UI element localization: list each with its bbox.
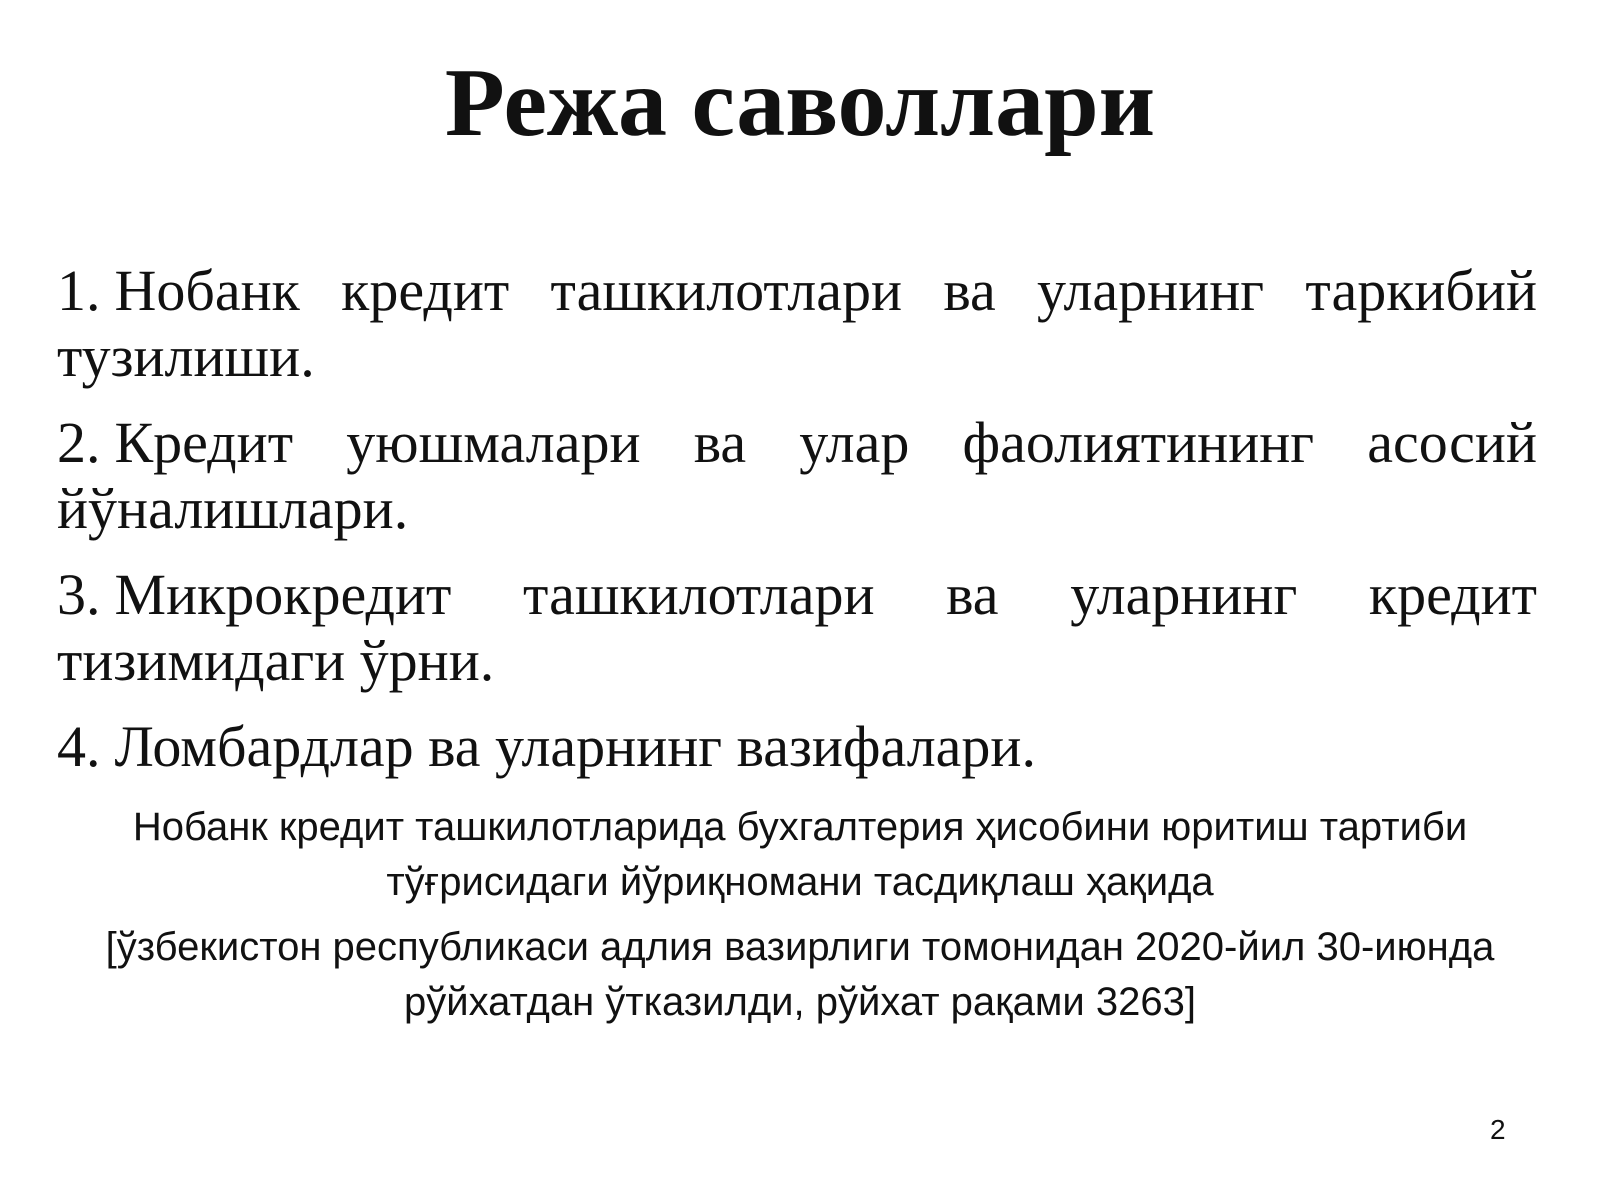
plan-item-number: 1.	[57, 258, 101, 323]
slide-title: Режа саволлари	[444, 49, 1156, 157]
plan-item-text: Нобанк кредит ташкилотлари ва уларнинг таркибий тузилиши.	[57, 258, 1537, 389]
plan-item-text: Микрокредит ташкилотлари ва уларнинг кредит тизимидаги ўрни.	[57, 562, 1537, 693]
page-number: 2	[1490, 1114, 1506, 1145]
reference-note	[70, 800, 1530, 1040]
plan-item-text: Кредит уюшмалари ва улар фаолиятининг асосий йўналишлари.	[57, 410, 1537, 541]
plan-item-number: 4.	[57, 714, 101, 779]
plan-item-2	[57, 410, 1537, 542]
plan-item-3	[57, 562, 1537, 694]
plan-question-list	[57, 258, 1537, 800]
plan-item-1	[57, 258, 1537, 390]
plan-item-number: 3.	[57, 562, 101, 627]
plan-item-number: 2.	[57, 410, 101, 475]
plan-item-4	[57, 714, 1537, 780]
reference-title: Нобанк кредит ташкилотларида бухгалтерия ҳисобини юритиш тартиби тўғрисидаги йўриқномани тасдиқлаш ҳақида	[132, 805, 1468, 904]
plan-item-text: Ломбардлар ва уларнинг вазифалари.	[114, 714, 1036, 779]
reference-registration: [ўзбекистон республикаси адлия вазирлиги томонидан 2020-йил 30-июнда рўйхатдан ўтказилди, рўйхат рақами 3263]	[105, 925, 1495, 1024]
